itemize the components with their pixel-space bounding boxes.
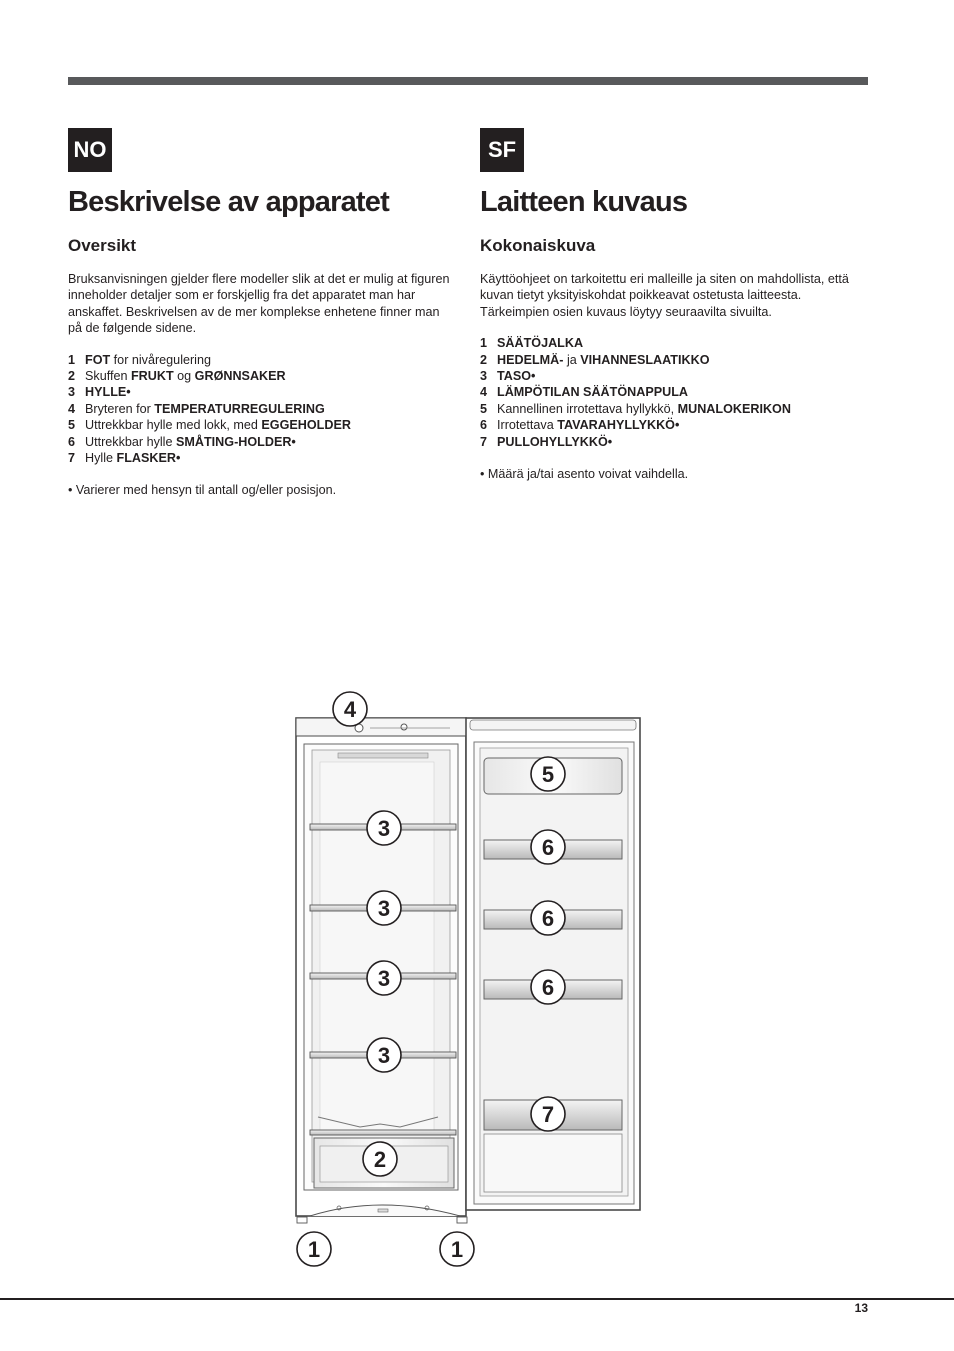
item-term: PULLOHYLLYKKÖ• <box>497 434 613 449</box>
svg-text:2: 2 <box>373 1147 387 1172</box>
list-item <box>480 401 865 417</box>
list-item <box>480 434 865 450</box>
cavity-light <box>338 753 428 758</box>
section-title-no: Beskrivelse av apparatet <box>68 186 389 218</box>
column-norwegian <box>68 128 453 499</box>
column-finnish <box>480 128 865 482</box>
list-item <box>68 401 453 417</box>
language-badge-sf: SF <box>480 128 524 172</box>
callout-1 <box>440 1232 474 1266</box>
callout-6 <box>531 970 565 1004</box>
list-item <box>68 450 453 466</box>
footnote-no: • Varierer med hensyn til antall og/eller posisjon. <box>68 483 337 498</box>
item-number: 2 <box>68 369 76 384</box>
refrigerator-illustration <box>290 690 650 1275</box>
item-number: 6 <box>68 434 76 449</box>
item-term: SMÅTING-HOLDER• <box>176 434 296 449</box>
bottom-rule <box>0 1298 954 1300</box>
svg-text:3: 3 <box>377 816 391 841</box>
item-text: Uttrekkbar hylle med lokk, med <box>85 418 262 433</box>
item-text: Hylle <box>85 451 117 466</box>
item-text: Bryteren for <box>85 401 155 416</box>
list-item <box>68 417 453 433</box>
panel-button <box>401 724 407 730</box>
callout-6 <box>531 830 565 864</box>
item-text: og <box>173 369 195 384</box>
list-item <box>68 434 453 450</box>
callout-3 <box>367 1038 401 1072</box>
item-number: 3 <box>480 369 488 384</box>
svg-text:7: 7 <box>541 1102 555 1127</box>
list-item <box>480 417 865 433</box>
control-panel <box>296 718 466 736</box>
item-term: FOT <box>85 352 111 367</box>
svg-text:6: 6 <box>541 975 555 1000</box>
svg-text:1: 1 <box>307 1237 321 1262</box>
page-number: 13 <box>854 1301 868 1315</box>
callout-1 <box>297 1232 331 1266</box>
item-term: VIHANNESLAATIKKO <box>580 352 710 367</box>
item-term: EGGEHOLDER <box>261 418 351 433</box>
item-text: Irrotettava <box>497 418 558 433</box>
svg-text:3: 3 <box>377 966 391 991</box>
item-term: GRØNNSAKER <box>194 369 286 384</box>
refrigerator-diagram <box>290 690 650 1275</box>
svg-text:5: 5 <box>541 762 555 787</box>
shelf <box>310 1130 456 1135</box>
item-term: HEDELMÄ- <box>497 352 564 367</box>
item-number: 1 <box>480 336 488 351</box>
intro-text-no: Bruksanvisningen gjelder flere modeller slik at det er mulig at figuren inneholder detaljer som er forskjellig fra det apparatet man har anskaffet. Beskrivelsen av de mer komplekse enhetene finner man på de følgende sidene. <box>68 272 450 336</box>
door-top-cap <box>470 720 636 730</box>
intro-text-sf: Käyttöohjeet on tarkoitettu eri malleille ja siten on mahdollista, että kuvan tietyt yksityiskohdat poikkeavat ostetusta laitteesta. Tärkeimpien osien kuvaus löytyy seuraavilta sivuilta. <box>480 272 849 319</box>
callout-5 <box>531 757 565 791</box>
list-item <box>68 368 453 384</box>
item-number: 5 <box>68 418 76 433</box>
language-badge-no: NO <box>68 128 112 172</box>
subtitle-sf: Kokonaiskuva <box>480 236 596 255</box>
item-term: LÄMPÖTILAN SÄÄTÖNAPPULA <box>497 385 688 400</box>
item-text: ja <box>563 352 581 367</box>
callout-3 <box>367 811 401 845</box>
footnote-sf: • Määrä ja/tai asento voivat vaihdella. <box>480 467 689 482</box>
item-term: HYLLE• <box>85 385 131 400</box>
item-text: Kannellinen irrotettava hyllykkö, <box>497 401 678 416</box>
list-item <box>68 384 453 400</box>
item-text: Skuffen <box>85 369 131 384</box>
item-term: MUNALOKERIKON <box>677 401 791 416</box>
callout-3 <box>367 891 401 925</box>
item-number: 2 <box>480 352 488 367</box>
parts-list-sf <box>480 335 865 450</box>
callout-6 <box>531 901 565 935</box>
section-title-sf: Laitteen kuvaus <box>480 186 688 218</box>
list-item <box>480 384 865 400</box>
callout-3 <box>367 961 401 995</box>
callout-2 <box>363 1142 397 1176</box>
item-term: SÄÄTÖJALKA <box>497 336 584 351</box>
foot <box>457 1217 467 1223</box>
item-term: TEMPERATURREGULERING <box>154 401 325 416</box>
item-number: 6 <box>480 418 488 433</box>
list-item <box>480 335 865 351</box>
callout-7 <box>531 1097 565 1131</box>
item-text: for nivåregulering <box>110 352 211 367</box>
item-term: FRUKT <box>130 369 174 384</box>
item-term: TASO• <box>497 369 536 384</box>
item-number: 4 <box>480 385 488 400</box>
svg-text:6: 6 <box>541 835 555 860</box>
list-item <box>480 352 865 368</box>
svg-text:6: 6 <box>541 906 555 931</box>
subtitle-no: Oversikt <box>68 236 137 255</box>
foot <box>297 1217 307 1223</box>
svg-text:1: 1 <box>450 1237 464 1262</box>
item-term: TAVARAHYLLYKKÖ• <box>557 418 680 433</box>
callout-4 <box>333 692 367 726</box>
item-term: FLASKER• <box>116 451 181 466</box>
svg-text:4: 4 <box>343 697 357 722</box>
svg-text:3: 3 <box>377 896 391 921</box>
item-number: 1 <box>68 352 76 367</box>
item-number: 4 <box>68 401 76 416</box>
svg-text:3: 3 <box>377 1043 391 1068</box>
base-vent <box>378 1209 388 1212</box>
top-rule <box>68 77 868 85</box>
item-number: 3 <box>68 385 76 400</box>
item-number: 7 <box>68 451 76 466</box>
door-bottom-bin <box>484 1134 622 1192</box>
parts-list-no <box>68 352 453 467</box>
list-item <box>68 352 453 368</box>
item-number: 7 <box>480 434 488 449</box>
item-number: 5 <box>480 401 488 416</box>
item-text: Uttrekkbar hylle <box>85 434 176 449</box>
list-item <box>480 368 865 384</box>
